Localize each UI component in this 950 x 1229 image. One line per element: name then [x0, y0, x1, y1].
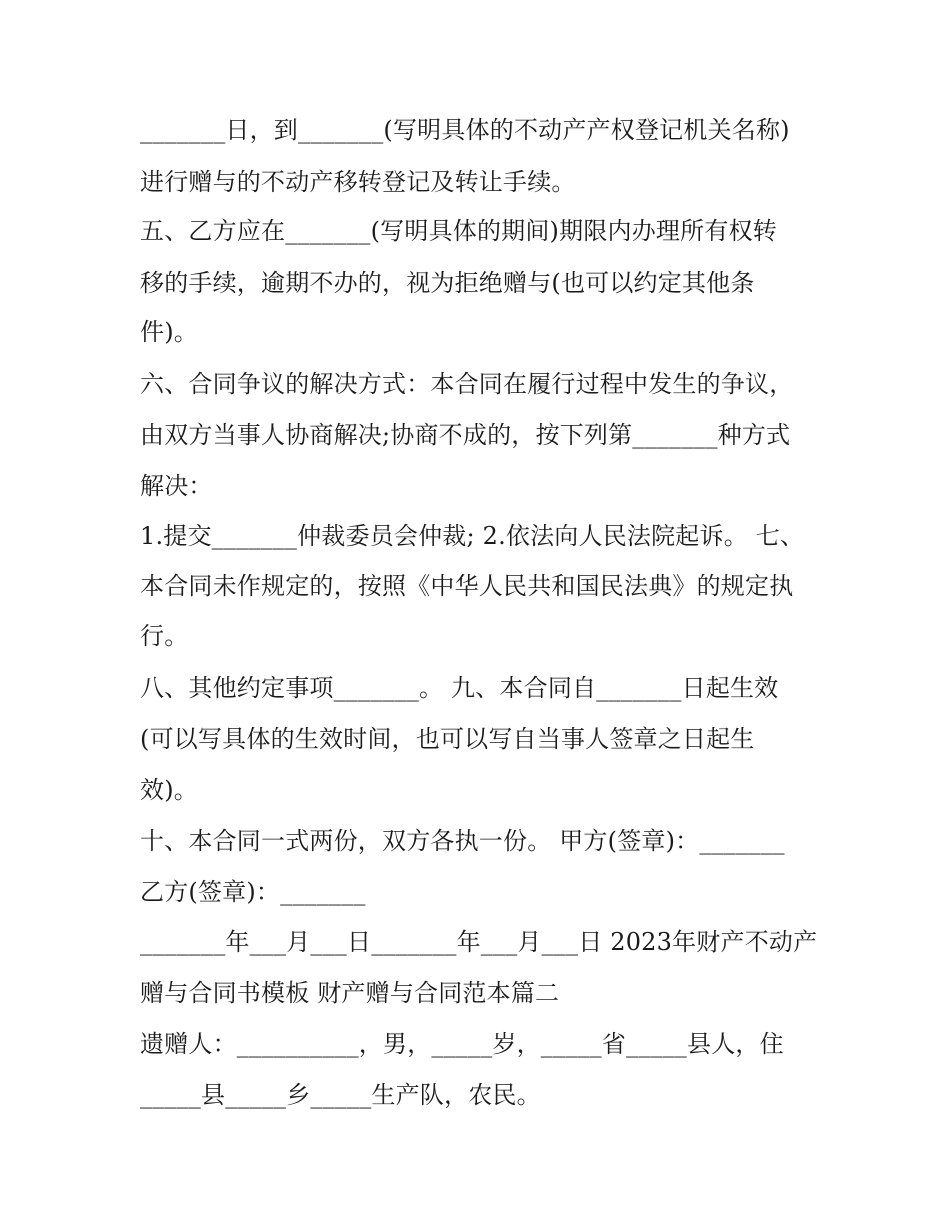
text-line-19: 遗赠人：__________，男，_____岁，_____省_____县人，住 — [140, 1030, 784, 1058]
text-line-5: 件)。 — [140, 318, 198, 346]
text-line-13: (可以写具体的生效时间，也可以写自当事人签章之日起生 — [140, 725, 755, 753]
text-line-7: 由双方当事人协商解决;协商不成的，按下列第_______种方式 — [140, 421, 791, 449]
text-line-14: 效)。 — [140, 776, 198, 804]
text-line-18: 赠与合同书模板 财产赠与合同范本篇二 — [140, 979, 560, 1007]
text-line-8: 解决： — [140, 472, 213, 500]
text-line-10: 本合同未作规定的，按照《中华人民共和国民法典》的规定执 — [140, 572, 794, 600]
text-line-11: 行。 — [140, 622, 189, 650]
text-line-15: 十、本合同一式两份，双方各执一份。 甲方(签章)：_______ — [140, 827, 785, 855]
text-line-1: _______日，到_______(写明具体的不动产产权登记机关名称) — [140, 116, 790, 144]
text-line-3: 五、乙方应在_______(写明具体的期间)期限内办理所有权转 — [140, 217, 777, 245]
text-line-16: 乙方(签章)：_______ — [140, 878, 366, 906]
text-line-4: 移的手续，逾期不办的，视为拒绝赠与(也可以约定其他条 — [140, 269, 755, 297]
text-line-20: _____县_____乡_____生产队，农民。 — [140, 1081, 541, 1109]
text-line-17: _______年___月___日_______年___月___日 2023年财产不动产 — [140, 928, 818, 956]
text-line-2: 进行赠与的不动产移转登记及转让手续。 — [140, 168, 576, 196]
text-line-6: 六、合同争议的解决方式：本合同在履行过程中发生的争议， — [140, 370, 794, 398]
text-line-12: 八、其他约定事项_______。 九、本合同自_______日起生效 — [140, 674, 779, 702]
text-line-9: 1.提交_______仲裁委员会仲裁; 2.依法向人民法院起诉。 七、 — [140, 522, 805, 550]
